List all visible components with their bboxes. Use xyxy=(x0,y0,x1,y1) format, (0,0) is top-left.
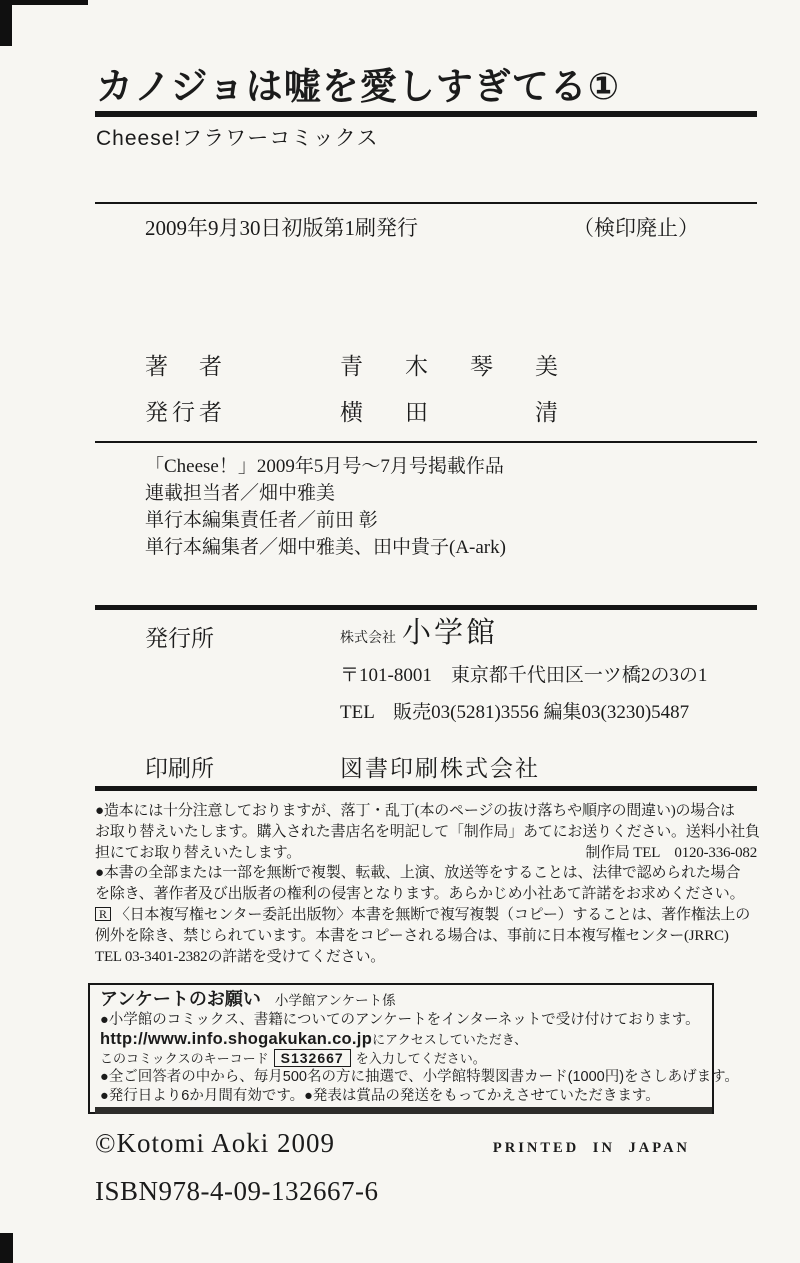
survey-title: アンケートのお願い xyxy=(100,989,261,1009)
legal-top-rule xyxy=(95,786,757,791)
scan-artifact-top-left xyxy=(0,0,12,46)
survey-keycode-suffix: を入力してください。 xyxy=(355,1051,486,1066)
legal-line-jrrc-1 xyxy=(95,905,757,926)
author-row xyxy=(145,348,600,381)
legal-line-defects-2: お取り替えいたします。購入された書店名を明記して「制作局」あてにお送りください。送料小社負 xyxy=(95,823,760,840)
edition-top-rule xyxy=(95,202,757,204)
survey-request-box xyxy=(88,983,739,1114)
survey-prize-line: ●全ご回答者の中から、毎月500名の方に抽選で、小学館特製図書カード(1000円)をさしあげます。 xyxy=(100,1069,739,1085)
publisher-person-label: 発行者 xyxy=(145,400,226,425)
isbn-number: ISBN978-4-09-132667-6 xyxy=(95,1176,379,1206)
footer-row xyxy=(95,1128,757,1159)
publisher-label: 発行所 xyxy=(145,626,214,651)
legal-line-jrrc-3: TEL 03-3401-2382の許諾を受けてください。 xyxy=(95,948,386,965)
title-underline-rule xyxy=(95,111,757,117)
printer-label: 印刷所 xyxy=(145,756,214,781)
legal-line-defects-3-left: 担にてお取り替えいたします。 xyxy=(95,844,302,861)
survey-url-line xyxy=(100,1030,702,1050)
survey-keycode-prefix: このコミックスのキーコード xyxy=(100,1051,269,1066)
footer-top-rule xyxy=(95,1107,712,1114)
legal-line-jrrc-1-text: 〈日本複写権センター委託出版物〉本書を無断で複写複製（コピー）することは、著作権法上の xyxy=(114,906,751,923)
legal-line-copyright-2: を除き、著作者及び出版者の権利の侵害となります。あらかじめ小社あて許諾をお求めください。 xyxy=(95,886,745,903)
publisher-company-prefix: 株式会社 xyxy=(340,631,396,646)
tankobon-chief-editor: 単行本編集責任者／前田 彰 xyxy=(145,510,378,531)
production-bureau-tel: 制作局 TEL 0120-336-082 xyxy=(585,844,757,861)
scan-artifact-top-edge xyxy=(0,0,88,5)
serialization-source: 「Cheese！」2009年5月号～7月号掲載作品 xyxy=(145,456,504,477)
publisher-company xyxy=(340,610,707,651)
survey-department: 小学館アンケート係 xyxy=(274,993,396,1008)
legal-line-defects-1: ●造本には十分注意しておりますが、落丁・乱丁(本のページの抜け落ちや順序の間違い)の場合は xyxy=(95,803,735,819)
survey-intro: ●小学館のコミックス、書籍についてのアンケートをインターネットで受け付けております。 xyxy=(100,1012,700,1028)
legal-line-defects-3 xyxy=(95,843,757,864)
edition-row xyxy=(95,212,757,242)
publisher-details xyxy=(340,610,707,724)
tankobon-editors: 単行本編集者／畑中雅美、田中貴子(A-ark) xyxy=(145,537,506,558)
survey-validity-line: ●発行日より6か月間有効です。●発表は賞品の発送をもってかえさせていただきます。 xyxy=(100,1087,660,1104)
credits-bottom-rule xyxy=(95,441,757,443)
book-title: カノジョは嘘を愛しすぎてる① xyxy=(96,66,621,107)
publisher-person-name: 横田 清 xyxy=(340,400,600,425)
serialization-block xyxy=(145,453,506,561)
edition-note: （検印廃止） xyxy=(573,216,699,240)
publisher-company-name: 小学館 xyxy=(402,617,499,649)
survey-url-suffix: にアクセスしていただき、 xyxy=(372,1031,528,1047)
legal-notices xyxy=(95,801,760,967)
printed-in-japan: PRINTED IN JAPAN xyxy=(492,1140,690,1156)
publisher-address: 〒101-8001 東京都千代田区一ツ橋2の3の1 xyxy=(340,665,708,686)
serialization-editor: 連載担当者／畑中雅美 xyxy=(145,483,336,504)
author-name: 青木琴美 xyxy=(340,354,600,379)
jrrc-r-mark-icon: R xyxy=(95,907,111,921)
imprint-label: Cheese!フラワーコミックス xyxy=(96,127,379,150)
printer-row xyxy=(145,750,540,783)
printer-name: 図書印刷株式会社 xyxy=(340,756,540,781)
publisher-person-row xyxy=(145,394,600,427)
survey-keycode-line xyxy=(100,1049,702,1068)
survey-url: http://www.info.shogakukan.co.jp xyxy=(100,1029,373,1048)
copyright-notice: ©Kotomi Aoki 2009 xyxy=(95,1128,336,1158)
legal-line-jrrc-2: 例外を除き、禁じられています。本書をコピーされる場合は、事前に日本複写権センター(JRRC) xyxy=(95,927,729,944)
scan-artifact-bottom-left xyxy=(0,1233,13,1263)
edition-date: 2009年9月30日初版第1刷発行 xyxy=(145,216,418,240)
survey-keycode: S132667 xyxy=(274,1049,351,1067)
author-label: 著 者 xyxy=(145,354,226,379)
publisher-telephone: TEL 販売03(5281)3556 編集03(3230)5487 xyxy=(340,702,690,723)
survey-header xyxy=(100,989,702,1011)
legal-line-copyright-1: ●本書の全部または一部を無断で複製、転載、上演、放送等をすることは、法律で認められた場合 xyxy=(95,865,741,882)
